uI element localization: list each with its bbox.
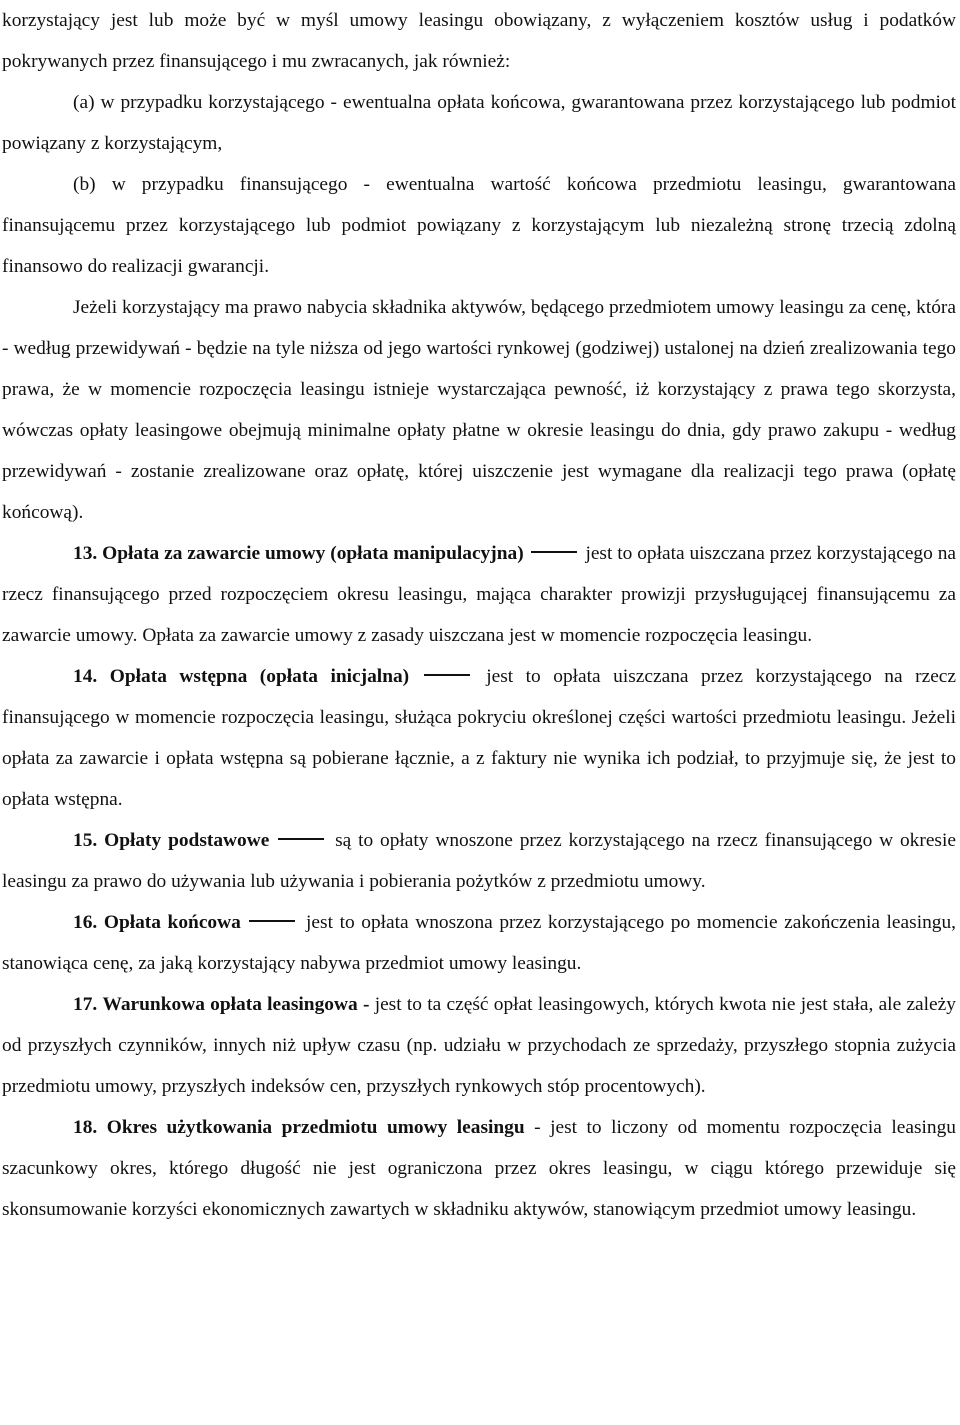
definition-text: jest to opłata wnoszona przez korzystającego po momencie zakończenia leasingu, stanowiąca cenę, za jaką korzystający nabywa przedmiot umowy leasingu. — [2, 912, 957, 974]
definition-text: jest to opłata uiszczana przez korzystającego na rzecz finansującego przed rozpoczęciem okresu leasingu, mająca charakter prowizji przysługującej finansującemu za zawarcie umowy. Opłata za zawarcie umowy z zasady uiszczana jest w momencie rozpoczęcia leasingu. — [2, 543, 956, 646]
definition-text: są to opłaty wnoszone przez korzystającego na rzecz finansującego w okresie leasingu za prawo do używania lub używania i pobierania pożytków z przedmiotu umowy. — [2, 830, 956, 892]
definition-number: 17. — [73, 994, 98, 1015]
definition-text: - jest to liczony od momentu rozpoczęcia leasingu szacunkowy okres, którego długość nie jest ograniczona przez okres leasingu, w ciągu którego przewiduje się skonsumowanie korzyści ekonomicznych zawartych w składniku aktywów, stanowiącym przedmiot umowy leasingu. — [2, 1117, 956, 1220]
definition-14 — [0, 656, 960, 820]
definition-term: Opłaty podstawowe — [104, 830, 270, 851]
definition-term: Opłata za zawarcie umowy (opłata manipulacyjna) — [102, 543, 524, 564]
paragraph-item-b: (b) w przypadku finansującego - ewentualna wartość końcowa przedmiotu leasingu, gwarantowana finansującemu przez korzystającego lub podmiot powiązany z korzystającym lub niezależną stronę trzecią zdolną finansowo do realizacji gwarancji. — [2, 174, 956, 277]
term-dash — [249, 920, 295, 922]
definition-text: jest to ta część opłat leasingowych, których kwota nie jest stała, ale zależy od przyszłych czynników, innych niż upływ czasu (np. udziału w przychodach ze sprzedaży, przyszłego stopnia zużycia przedmiotu umowy, przyszłych indeksów cen, przyszłych rynkowych stóp procentowych). — [2, 994, 956, 1097]
definition-13 — [0, 533, 960, 656]
definition-term: Opłata końcowa — [103, 912, 241, 933]
definition-term: Warunkowa opłata leasingowa - — [102, 994, 370, 1015]
definition-15 — [0, 820, 960, 902]
term-dash — [424, 674, 470, 676]
paragraph-intro: korzystający jest lub może być w myśl umowy leasingu obowiązany, z wyłączeniem kosztów usług i podatków pokrywanych przez finansującego i mu zwracanych, jak również: — [2, 10, 956, 72]
definition-text: jest to opłata uiszczana przez korzystającego na rzecz finansującego w momencie rozpoczęcia leasingu, służąca pokryciu określonej części wartości przedmiotu leasingu. Jeżeli opłata za zawarcie i opłata wstępna są pobierane łącznie, a z faktury nie wynika ich podział, to przyjmuje się, że jest to opłata wstępna. — [2, 666, 957, 810]
definition-number: 14. — [73, 666, 98, 687]
definition-17 — [0, 984, 960, 1107]
definition-term: Opłata wstępna (opłata inicjalna) — [109, 666, 410, 687]
definition-16 — [0, 902, 960, 984]
term-dash — [531, 551, 577, 553]
paragraph-item-a: (a) w przypadku korzystającego - ewentualna opłata końcowa, gwarantowana przez korzystającego lub podmiot powiązany z korzystającym, — [2, 92, 956, 154]
definition-18 — [0, 1107, 960, 1230]
definition-number: 18. — [73, 1117, 98, 1138]
definition-number: 16. — [73, 912, 98, 933]
term-dash — [278, 838, 324, 840]
definition-number: 15. — [73, 830, 98, 851]
definition-number: 13. — [73, 543, 98, 564]
paragraph-purchase-option: Jeżeli korzystający ma prawo nabycia składnika aktywów, będącego przedmiotem umowy leasingu za cenę, która - według przewidywań - będzie na tyle niższa od jego wartości rynkowej (godziwej) ustalonej na dzień zrealizowania tego prawa, że w momencie rozpoczęcia leasingu istnieje wystarczająca pewność, iż korzystający z prawa tego skorzysta, wówczas opłaty leasingowe obejmują minimalne opłaty płatne w okresie leasingu do dnia, gdy prawo zakupu - według przewidywań - zostanie zrealizowane oraz opłatę, której uiszczenie jest wymagane dla realizacji tego prawa (opłatę końcową). — [2, 297, 956, 523]
definition-term: Okres użytkowania przedmiotu umowy leasingu — [106, 1117, 525, 1138]
